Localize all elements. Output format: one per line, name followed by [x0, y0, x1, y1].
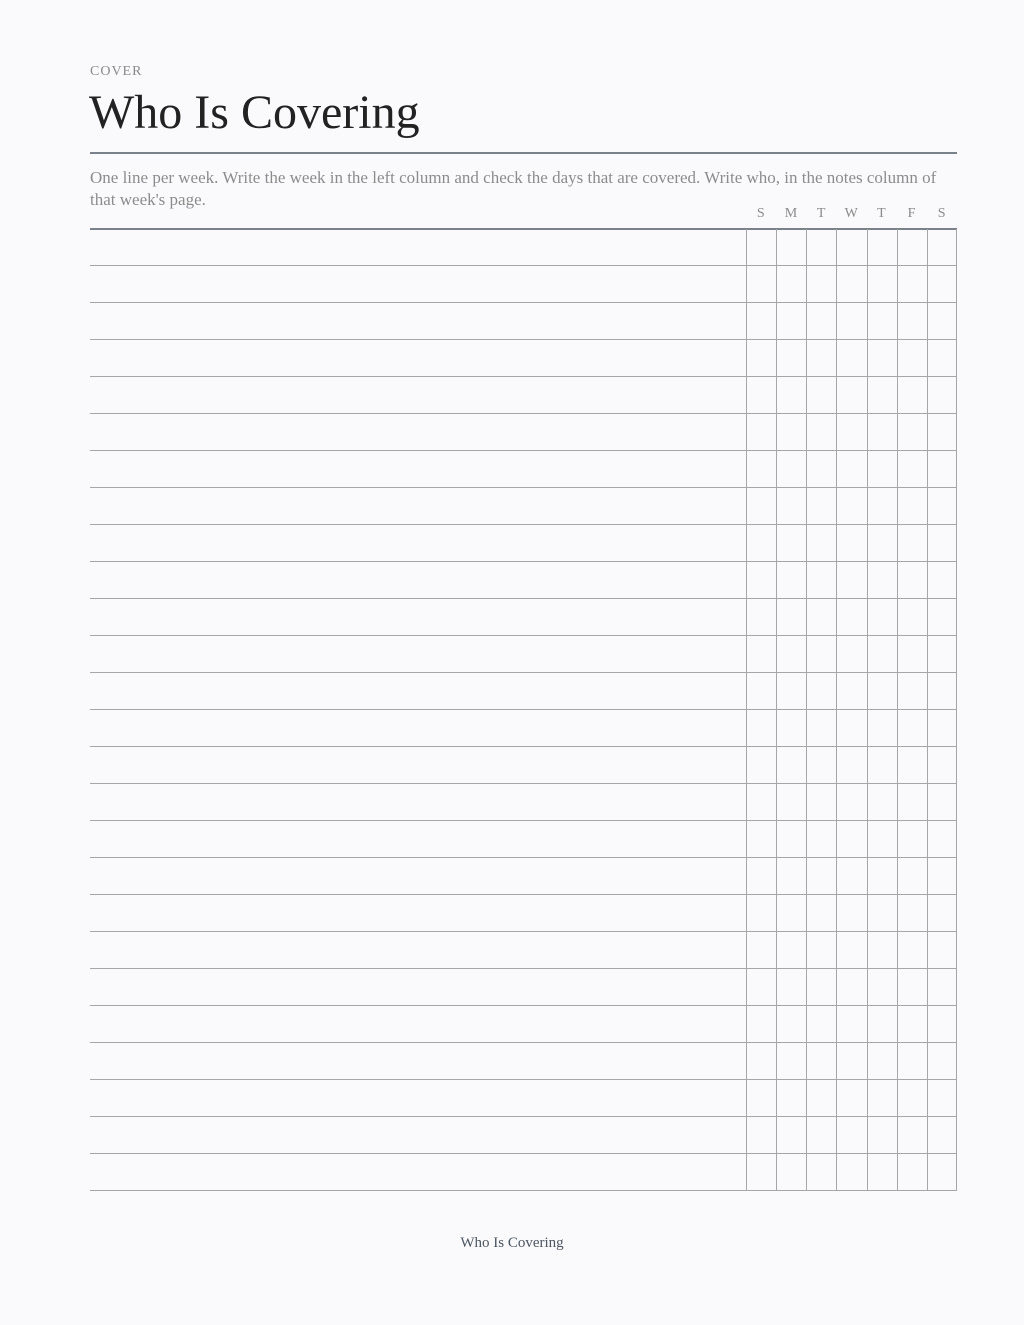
day-checkbox-cell[interactable] [867, 229, 897, 265]
day-checkbox-cell[interactable] [927, 969, 957, 1005]
day-checkbox-cell[interactable] [897, 414, 927, 450]
week-cell[interactable] [90, 673, 746, 709]
day-checkbox-cell[interactable] [836, 1154, 866, 1190]
table-row [90, 303, 957, 340]
day-checkbox-cell[interactable] [746, 1043, 776, 1079]
day-checkbox-cell[interactable] [927, 858, 957, 894]
day-checkbox-cell[interactable] [746, 1080, 776, 1116]
day-checkbox-cell[interactable] [776, 1080, 806, 1116]
day-checkbox-cell[interactable] [897, 821, 927, 857]
day-checkbox-cell[interactable] [927, 1117, 957, 1153]
day-checkbox-cell[interactable] [836, 451, 866, 487]
day-checkbox-cell[interactable] [806, 784, 836, 820]
day-checkbox-cell[interactable] [776, 636, 806, 672]
day-checkbox-cell[interactable] [746, 414, 776, 450]
week-cell[interactable] [90, 414, 746, 450]
table-row [90, 747, 957, 784]
day-checkbox-cell[interactable] [746, 599, 776, 635]
day-checkbox-cell[interactable] [746, 377, 776, 413]
day-checkbox-cell[interactable] [776, 1117, 806, 1153]
table-row [90, 1154, 957, 1191]
table-row [90, 1006, 957, 1043]
week-cell[interactable] [90, 451, 746, 487]
day-checkbox-cell[interactable] [776, 673, 806, 709]
table-row [90, 340, 957, 377]
day-checkbox-cell[interactable] [927, 1154, 957, 1190]
table-row [90, 1043, 957, 1080]
table-row [90, 821, 957, 858]
day-header-wednesday: W [844, 206, 859, 221]
week-cell[interactable] [90, 377, 746, 413]
week-cell[interactable] [90, 1080, 746, 1116]
day-checkbox-cell[interactable] [867, 303, 897, 339]
day-checkbox-cell[interactable] [927, 784, 957, 820]
day-header-sunday: S [756, 206, 766, 221]
day-checkbox-cell[interactable] [927, 673, 957, 709]
day-checkbox-cell[interactable] [806, 340, 836, 376]
week-cell[interactable] [90, 784, 746, 820]
day-checkbox-cell[interactable] [806, 747, 836, 783]
day-checkbox-cell[interactable] [836, 858, 866, 894]
table-row [90, 895, 957, 932]
table-row [90, 710, 957, 747]
day-checkbox-cell[interactable] [897, 858, 927, 894]
day-checkbox-cell[interactable] [776, 525, 806, 561]
day-checkbox-cell[interactable] [806, 1080, 836, 1116]
coverage-grid [90, 229, 957, 1191]
day-checkbox-cell[interactable] [927, 932, 957, 968]
day-checkbox-cell[interactable] [836, 266, 866, 302]
day-checkbox-cell[interactable] [867, 747, 897, 783]
day-checkbox-cell[interactable] [836, 747, 866, 783]
day-checkbox-cell[interactable] [776, 858, 806, 894]
table-row [90, 377, 957, 414]
day-checkbox-cell[interactable] [836, 673, 866, 709]
day-checkbox-cell[interactable] [836, 1006, 866, 1042]
day-checkbox-cell[interactable] [806, 599, 836, 635]
week-cell[interactable] [90, 562, 746, 598]
day-checkbox-cell[interactable] [867, 414, 897, 450]
week-cell[interactable] [90, 488, 746, 524]
day-checkbox-cell[interactable] [806, 1117, 836, 1153]
day-checkbox-cell[interactable] [806, 303, 836, 339]
day-checkbox-cell[interactable] [806, 1154, 836, 1190]
day-checkbox-cell[interactable] [746, 821, 776, 857]
day-checkbox-cell[interactable] [806, 932, 836, 968]
table-row [90, 451, 957, 488]
table-row [90, 599, 957, 636]
table-row [90, 1080, 957, 1117]
day-checkbox-cell[interactable] [776, 303, 806, 339]
page-title: Who Is Covering [89, 86, 420, 139]
day-checkbox-cell[interactable] [836, 1043, 866, 1079]
day-checkbox-cell[interactable] [776, 599, 806, 635]
day-checkbox-cell[interactable] [776, 451, 806, 487]
day-checkbox-cell[interactable] [867, 636, 897, 672]
week-cell[interactable] [90, 1117, 746, 1153]
day-checkbox-cell[interactable] [806, 858, 836, 894]
day-checkbox-cell[interactable] [897, 377, 927, 413]
table-row [90, 636, 957, 673]
day-checkbox-cell[interactable] [806, 636, 836, 672]
week-cell[interactable] [90, 710, 746, 746]
day-checkbox-cell[interactable] [836, 636, 866, 672]
day-checkbox-cell[interactable] [746, 229, 776, 265]
day-checkbox-cell[interactable] [897, 969, 927, 1005]
day-checkbox-cell[interactable] [927, 488, 957, 524]
week-cell[interactable] [90, 747, 746, 783]
day-checkbox-cell[interactable] [927, 451, 957, 487]
day-checkbox-cell[interactable] [867, 377, 897, 413]
day-checkbox-cell[interactable] [776, 377, 806, 413]
day-checkbox-cell[interactable] [746, 525, 776, 561]
day-checkbox-cell[interactable] [867, 858, 897, 894]
day-checkbox-cell[interactable] [897, 932, 927, 968]
day-checkbox-cell[interactable] [746, 969, 776, 1005]
day-checkbox-cell[interactable] [927, 303, 957, 339]
day-checkbox-cell[interactable] [806, 229, 836, 265]
day-checkbox-cell[interactable] [897, 1006, 927, 1042]
day-checkbox-cell[interactable] [867, 1006, 897, 1042]
week-cell[interactable] [90, 266, 746, 302]
day-checkbox-cell[interactable] [836, 303, 866, 339]
day-checkbox-cell[interactable] [927, 525, 957, 561]
day-checkbox-cell[interactable] [867, 1080, 897, 1116]
day-checkbox-cell[interactable] [836, 784, 866, 820]
week-cell[interactable] [90, 1043, 746, 1079]
table-row [90, 1117, 957, 1154]
day-checkbox-cell[interactable] [867, 821, 897, 857]
day-checkbox-cell[interactable] [867, 340, 897, 376]
day-checkbox-cell[interactable] [746, 562, 776, 598]
day-checkbox-cell[interactable] [927, 562, 957, 598]
day-checkbox-cell[interactable] [836, 1080, 866, 1116]
day-checkbox-cell[interactable] [897, 636, 927, 672]
week-cell[interactable] [90, 1006, 746, 1042]
day-checkbox-cell[interactable] [776, 266, 806, 302]
day-checkbox-cell[interactable] [897, 673, 927, 709]
day-checkbox-cell[interactable] [746, 932, 776, 968]
day-checkbox-cell[interactable] [806, 377, 836, 413]
day-checkbox-cell[interactable] [776, 784, 806, 820]
day-checkbox-cell[interactable] [746, 488, 776, 524]
day-checkbox-cell[interactable] [806, 895, 836, 931]
day-checkbox-cell[interactable] [897, 1154, 927, 1190]
day-checkbox-cell[interactable] [897, 340, 927, 376]
day-checkbox-cell[interactable] [806, 451, 836, 487]
day-checkbox-cell[interactable] [897, 784, 927, 820]
table-row [90, 969, 957, 1006]
day-checkbox-cell[interactable] [776, 1154, 806, 1190]
day-checkbox-cell[interactable] [806, 525, 836, 561]
day-checkbox-cell[interactable] [776, 895, 806, 931]
day-checkbox-cell[interactable] [776, 747, 806, 783]
day-checkbox-cell[interactable] [776, 340, 806, 376]
day-checkbox-cell[interactable] [836, 821, 866, 857]
table-row [90, 488, 957, 525]
week-cell[interactable] [90, 636, 746, 672]
day-checkbox-cell[interactable] [806, 673, 836, 709]
table-row [90, 266, 957, 303]
day-checkbox-cell[interactable] [867, 266, 897, 302]
day-checkbox-cell[interactable] [776, 488, 806, 524]
day-checkbox-cell[interactable] [746, 303, 776, 339]
day-checkbox-cell[interactable] [897, 451, 927, 487]
day-checkbox-cell[interactable] [746, 747, 776, 783]
title-divider [90, 152, 957, 154]
day-checkbox-cell[interactable] [897, 562, 927, 598]
day-checkbox-cell[interactable] [867, 784, 897, 820]
day-checkbox-cell[interactable] [806, 266, 836, 302]
day-checkbox-cell[interactable] [836, 1117, 866, 1153]
day-checkbox-cell[interactable] [746, 1154, 776, 1190]
day-checkbox-cell[interactable] [746, 710, 776, 746]
day-checkbox-cell[interactable] [836, 710, 866, 746]
week-cell[interactable] [90, 229, 746, 265]
day-checkbox-cell[interactable] [927, 1006, 957, 1042]
day-checkbox-cell[interactable] [927, 414, 957, 450]
week-cell[interactable] [90, 969, 746, 1005]
day-checkbox-cell[interactable] [867, 969, 897, 1005]
table-row [90, 858, 957, 895]
day-checkbox-cell[interactable] [867, 673, 897, 709]
day-header-tuesday: T [816, 206, 826, 221]
day-checkbox-cell[interactable] [836, 562, 866, 598]
day-checkbox-cell[interactable] [776, 1043, 806, 1079]
day-checkbox-cell[interactable] [806, 710, 836, 746]
day-checkbox-cell[interactable] [867, 525, 897, 561]
day-checkbox-cell[interactable] [897, 266, 927, 302]
day-header-saturday: S [937, 206, 947, 221]
week-cell[interactable] [90, 599, 746, 635]
day-checkbox-cell[interactable] [927, 599, 957, 635]
week-cell[interactable] [90, 525, 746, 561]
day-checkbox-cell[interactable] [927, 340, 957, 376]
day-checkbox-cell[interactable] [897, 895, 927, 931]
week-cell[interactable] [90, 895, 746, 931]
day-checkbox-cell[interactable] [776, 1006, 806, 1042]
day-checkbox-cell[interactable] [867, 599, 897, 635]
day-checkbox-cell[interactable] [836, 340, 866, 376]
day-checkbox-cell[interactable] [897, 525, 927, 561]
day-checkbox-cell[interactable] [897, 1117, 927, 1153]
day-checkbox-cell[interactable] [897, 229, 927, 265]
day-checkbox-cell[interactable] [867, 488, 897, 524]
day-checkbox-cell[interactable] [836, 932, 866, 968]
day-checkbox-cell[interactable] [867, 1154, 897, 1190]
day-checkbox-cell[interactable] [806, 1006, 836, 1042]
day-checkbox-cell[interactable] [836, 969, 866, 1005]
table-row [90, 932, 957, 969]
day-checkbox-cell[interactable] [867, 562, 897, 598]
day-checkbox-cell[interactable] [836, 599, 866, 635]
day-checkbox-cell[interactable] [776, 969, 806, 1005]
week-cell[interactable] [90, 303, 746, 339]
day-checkbox-cell[interactable] [746, 673, 776, 709]
day-checkbox-cell[interactable] [806, 562, 836, 598]
day-checkbox-cell[interactable] [836, 525, 866, 561]
day-checkbox-cell[interactable] [867, 1117, 897, 1153]
day-checkbox-cell[interactable] [776, 229, 806, 265]
table-row [90, 414, 957, 451]
day-checkbox-cell[interactable] [927, 266, 957, 302]
instructions-text: One line per week. Write the week in the left column and check the days that are covered. Write who, in the notes column of that week's page. [90, 168, 937, 209]
table-row [90, 525, 957, 562]
page-footer: Who Is Covering [460, 1235, 564, 1251]
day-checkbox-cell[interactable] [836, 414, 866, 450]
day-checkbox-cell[interactable] [897, 747, 927, 783]
day-checkbox-cell[interactable] [776, 414, 806, 450]
section-eyebrow: COVER [90, 64, 143, 79]
day-checkbox-cell[interactable] [897, 1080, 927, 1116]
week-cell[interactable] [90, 340, 746, 376]
day-checkbox-cell[interactable] [836, 895, 866, 931]
day-header-monday: M [784, 206, 798, 221]
table-row [90, 673, 957, 710]
week-cell[interactable] [90, 821, 746, 857]
day-checkbox-cell[interactable] [746, 636, 776, 672]
day-checkbox-cell[interactable] [806, 1043, 836, 1079]
day-checkbox-cell[interactable] [776, 932, 806, 968]
day-checkbox-cell[interactable] [776, 821, 806, 857]
day-checkbox-cell[interactable] [746, 1117, 776, 1153]
day-checkbox-cell[interactable] [927, 1080, 957, 1116]
day-checkbox-cell[interactable] [806, 414, 836, 450]
day-checkbox-cell[interactable] [927, 821, 957, 857]
day-checkbox-cell[interactable] [746, 895, 776, 931]
day-checkbox-cell[interactable] [806, 821, 836, 857]
day-checkbox-cell[interactable] [746, 451, 776, 487]
day-checkbox-cell[interactable] [867, 895, 897, 931]
table-row [90, 784, 957, 821]
day-header-thursday: T [877, 206, 887, 221]
day-checkbox-cell[interactable] [897, 710, 927, 746]
day-checkbox-cell[interactable] [867, 451, 897, 487]
week-cell[interactable] [90, 1154, 746, 1190]
week-cell[interactable] [90, 932, 746, 968]
day-header-friday: F [907, 206, 916, 221]
day-checkbox-cell[interactable] [927, 895, 957, 931]
day-checkbox-cell[interactable] [746, 340, 776, 376]
week-cell[interactable] [90, 858, 746, 894]
day-checkbox-cell[interactable] [806, 488, 836, 524]
day-checkbox-cell[interactable] [867, 710, 897, 746]
day-checkbox-cell[interactable] [776, 710, 806, 746]
day-headers [746, 206, 957, 226]
day-checkbox-cell[interactable] [927, 710, 957, 746]
day-checkbox-cell[interactable] [927, 747, 957, 783]
day-checkbox-cell[interactable] [897, 303, 927, 339]
day-checkbox-cell[interactable] [867, 1043, 897, 1079]
day-checkbox-cell[interactable] [897, 488, 927, 524]
day-checkbox-cell[interactable] [927, 377, 957, 413]
day-checkbox-cell[interactable] [927, 636, 957, 672]
day-checkbox-cell[interactable] [776, 562, 806, 598]
day-checkbox-cell[interactable] [867, 932, 897, 968]
day-checkbox-cell[interactable] [746, 784, 776, 820]
day-checkbox-cell[interactable] [897, 1043, 927, 1079]
day-checkbox-cell[interactable] [806, 969, 836, 1005]
day-checkbox-cell[interactable] [836, 488, 866, 524]
day-checkbox-cell[interactable] [927, 1043, 957, 1079]
day-checkbox-cell[interactable] [746, 858, 776, 894]
table-row [90, 229, 957, 266]
day-checkbox-cell[interactable] [746, 1006, 776, 1042]
day-checkbox-cell[interactable] [746, 266, 776, 302]
day-checkbox-cell[interactable] [836, 377, 866, 413]
day-checkbox-cell[interactable] [897, 599, 927, 635]
day-checkbox-cell[interactable] [836, 229, 866, 265]
table-row [90, 562, 957, 599]
day-checkbox-cell[interactable] [927, 229, 957, 265]
